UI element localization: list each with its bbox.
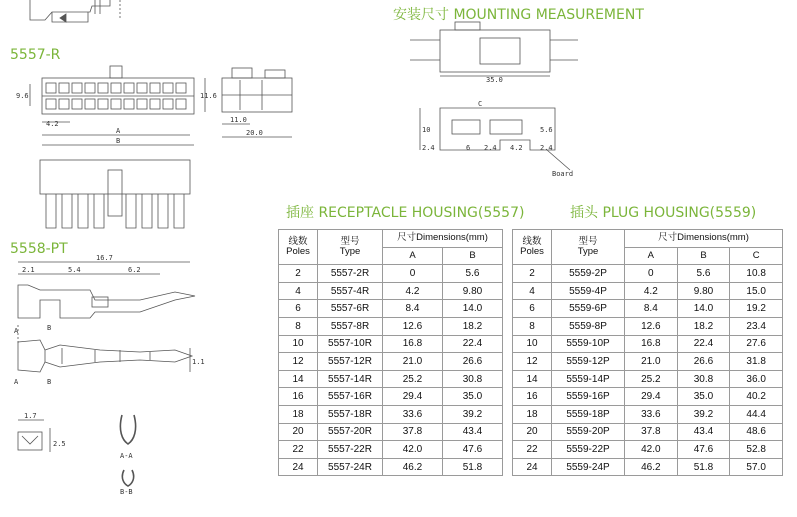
cell-a: 12.6 [625, 317, 678, 335]
cell-type: 5557-2R [318, 265, 383, 283]
cell-c: 31.8 [730, 353, 783, 371]
table-row [279, 441, 503, 459]
cell-b: 9.80 [677, 282, 730, 300]
cell-poles: 12 [513, 353, 552, 371]
cell-type: 5559-20P [552, 423, 625, 441]
table-row [513, 335, 783, 353]
cell-c: 44.4 [730, 405, 783, 423]
cell-a: 8.4 [383, 300, 443, 318]
dim-35-0: 35.0 [486, 76, 503, 84]
cell-type: 5557-4R [318, 282, 383, 300]
cell-b: 5.6 [442, 265, 502, 283]
cell-type: 5557-20R [318, 423, 383, 441]
dim-2-1: 2.1 [22, 266, 35, 274]
dim-20-0: 20.0 [246, 129, 263, 137]
cell-a: 16.8 [625, 335, 678, 353]
dim-6-2: 6.2 [128, 266, 141, 274]
cell-type: 5557-10R [318, 335, 383, 353]
cell-a: 29.4 [625, 388, 678, 406]
cell-c: 40.2 [730, 388, 783, 406]
table-row [279, 317, 503, 335]
cell-b: 35.0 [442, 388, 502, 406]
type-header: 型号 Type [318, 230, 383, 265]
cell-c: 52.8 [730, 441, 783, 459]
table-row [513, 405, 783, 423]
dim-2-4a: 2.4 [422, 144, 435, 152]
table-row [513, 353, 783, 371]
cell-a: 16.8 [383, 335, 443, 353]
poles-header: 线数 Poles [279, 230, 318, 265]
cell-type: 5559-12P [552, 353, 625, 371]
dim-c: C [478, 100, 483, 108]
cell-b: 47.6 [442, 441, 502, 459]
section-b2-label: B [47, 378, 52, 386]
cell-type: 5557-6R [318, 300, 383, 318]
cell-type: 5557-14R [318, 370, 383, 388]
cell-b: 9.80 [442, 282, 502, 300]
cell-type: 5559-16P [552, 388, 625, 406]
cell-b: 18.2 [677, 317, 730, 335]
cell-a: 21.0 [625, 353, 678, 371]
cell-c: 23.4 [730, 317, 783, 335]
cell-b: 14.0 [442, 300, 502, 318]
dim-2-4c: 2.4 [540, 144, 553, 152]
cell-c: 57.0 [730, 458, 783, 476]
dim-16-7: 16.7 [96, 254, 113, 262]
cell-type: 5557-12R [318, 353, 383, 371]
cell-b: 43.4 [677, 423, 730, 441]
cell-b: 51.8 [677, 458, 730, 476]
table-row [279, 335, 503, 353]
cell-type: 5559-8P [552, 317, 625, 335]
cell-a: 42.0 [383, 441, 443, 459]
cell-a: 8.4 [625, 300, 678, 318]
receptacle-model-label: 5557-R [10, 47, 61, 63]
cell-poles: 12 [279, 353, 318, 371]
cell-a: 4.2 [625, 282, 678, 300]
dim-4-2: 4.2 [46, 120, 59, 128]
cell-b: 30.8 [442, 370, 502, 388]
table-row [513, 282, 783, 300]
cell-c: 36.0 [730, 370, 783, 388]
cell-poles: 14 [513, 370, 552, 388]
cell-b: 51.8 [442, 458, 502, 476]
cell-type: 5557-8R [318, 317, 383, 335]
type-header: 型号 Type [552, 230, 625, 265]
cell-poles: 10 [513, 335, 552, 353]
receptacle-title: 插座 RECEPTACLE HOUSING(5557) [286, 205, 525, 221]
plug-table [512, 229, 783, 476]
cell-a: 46.2 [625, 458, 678, 476]
section-b-label: B [47, 324, 52, 332]
cell-poles: 22 [279, 441, 318, 459]
cell-type: 5559-6P [552, 300, 625, 318]
cell-type: 5559-4P [552, 282, 625, 300]
cell-a: 0 [383, 265, 443, 283]
section-aa-label: A-A [120, 452, 133, 460]
terminal-model-label: 5558-PT [10, 241, 68, 257]
cell-poles: 14 [279, 370, 318, 388]
cell-type: 5559-2P [552, 265, 625, 283]
col-a-header: A [625, 247, 678, 265]
cell-poles: 6 [279, 300, 318, 318]
cell-b: 22.4 [442, 335, 502, 353]
table-row [279, 300, 503, 318]
cell-poles: 4 [279, 282, 318, 300]
cell-poles: 8 [279, 317, 318, 335]
cell-poles: 2 [513, 265, 552, 283]
dim-5-4: 5.4 [68, 266, 81, 274]
cell-poles: 2 [279, 265, 318, 283]
cell-b: 26.6 [442, 353, 502, 371]
cell-c: 19.2 [730, 300, 783, 318]
cell-poles: 22 [513, 441, 552, 459]
cell-a: 21.0 [383, 353, 443, 371]
table-row [513, 317, 783, 335]
cell-a: 42.0 [625, 441, 678, 459]
section-a-label: A [14, 327, 19, 335]
dim-10: 10 [422, 126, 431, 134]
cell-poles: 18 [513, 405, 552, 423]
cell-b: 14.0 [677, 300, 730, 318]
dim-5-6: 5.6 [540, 126, 553, 134]
cell-type: 5557-18R [318, 405, 383, 423]
col-b-header: B [442, 247, 502, 265]
table-row [513, 458, 783, 476]
cell-a: 46.2 [383, 458, 443, 476]
cell-poles: 24 [513, 458, 552, 476]
cell-b: 30.8 [677, 370, 730, 388]
plug-title: 插头 PLUG HOUSING(5559) [570, 205, 757, 221]
dim-1-7: 1.7 [24, 412, 37, 420]
cell-poles: 24 [279, 458, 318, 476]
cell-a: 33.6 [625, 405, 678, 423]
cell-a: 37.8 [625, 423, 678, 441]
dim-1-1: 1.1 [192, 358, 205, 366]
cell-poles: 6 [513, 300, 552, 318]
dim-6: 6 [466, 144, 471, 152]
cell-a: 25.2 [383, 370, 443, 388]
cell-c: 15.0 [730, 282, 783, 300]
table-row [513, 370, 783, 388]
cell-type: 5557-22R [318, 441, 383, 459]
cell-type: 5559-14P [552, 370, 625, 388]
cell-poles: 8 [513, 317, 552, 335]
table-row [279, 423, 503, 441]
cell-c: 27.6 [730, 335, 783, 353]
cell-type: 5557-16R [318, 388, 383, 406]
cell-a: 25.2 [625, 370, 678, 388]
cell-type: 5559-10P [552, 335, 625, 353]
cell-b: 22.4 [677, 335, 730, 353]
cell-poles: 16 [513, 388, 552, 406]
cell-b: 39.2 [677, 405, 730, 423]
table-row [513, 300, 783, 318]
cell-a: 0 [625, 265, 678, 283]
table-row [279, 353, 503, 371]
cell-a: 29.4 [383, 388, 443, 406]
cell-poles: 16 [279, 388, 318, 406]
table-row [513, 265, 783, 283]
poles-header: 线数 Poles [513, 230, 552, 265]
table-row [513, 388, 783, 406]
dimensions-header: 尺寸Dimensions(mm) [383, 230, 503, 248]
cell-b: 39.2 [442, 405, 502, 423]
dim-11-6: 11.6 [200, 92, 217, 100]
cell-b: 35.0 [677, 388, 730, 406]
dim-11-0: 11.0 [230, 116, 247, 124]
section-a2-label: A [14, 378, 19, 386]
cell-poles: 10 [279, 335, 318, 353]
cell-b: 5.6 [677, 265, 730, 283]
cell-b: 18.2 [442, 317, 502, 335]
table-row [279, 265, 503, 283]
cell-poles: 4 [513, 282, 552, 300]
board-label: Board [552, 170, 574, 178]
cell-poles: 20 [513, 423, 552, 441]
cell-type: 5559-22P [552, 441, 625, 459]
section-bb-label: B-B [120, 488, 133, 496]
cell-c: 10.8 [730, 265, 783, 283]
table-row [279, 458, 503, 476]
mounting-title: 安装尺寸 MOUNTING MEASUREMENT [393, 7, 644, 23]
cell-poles: 18 [279, 405, 318, 423]
dim-b: B [116, 137, 121, 145]
dim-2-4b: 2.4 [484, 144, 497, 152]
cell-a: 37.8 [383, 423, 443, 441]
cell-b: 43.4 [442, 423, 502, 441]
dim-4-2-m: 4.2 [510, 144, 523, 152]
table-row [513, 441, 783, 459]
table-row [279, 370, 503, 388]
cell-a: 12.6 [383, 317, 443, 335]
cell-a: 4.2 [383, 282, 443, 300]
dimensions-header: 尺寸Dimensions(mm) [625, 230, 783, 248]
col-b-header: B [677, 247, 730, 265]
cell-type: 5559-24P [552, 458, 625, 476]
cell-b: 26.6 [677, 353, 730, 371]
table-row [279, 405, 503, 423]
dim-2-5: 2.5 [53, 440, 66, 448]
cell-type: 5557-24R [318, 458, 383, 476]
dim-a: A [116, 127, 121, 135]
col-c-header: C [730, 247, 783, 265]
col-a-header: A [383, 247, 443, 265]
cell-a: 33.6 [383, 405, 443, 423]
table-row [279, 282, 503, 300]
cell-b: 47.6 [677, 441, 730, 459]
table-row [513, 423, 783, 441]
cell-type: 5559-18P [552, 405, 625, 423]
cell-poles: 20 [279, 423, 318, 441]
receptacle-table [278, 229, 503, 476]
cell-c: 48.6 [730, 423, 783, 441]
dim-9-6: 9.6 [16, 92, 29, 100]
table-row [279, 388, 503, 406]
